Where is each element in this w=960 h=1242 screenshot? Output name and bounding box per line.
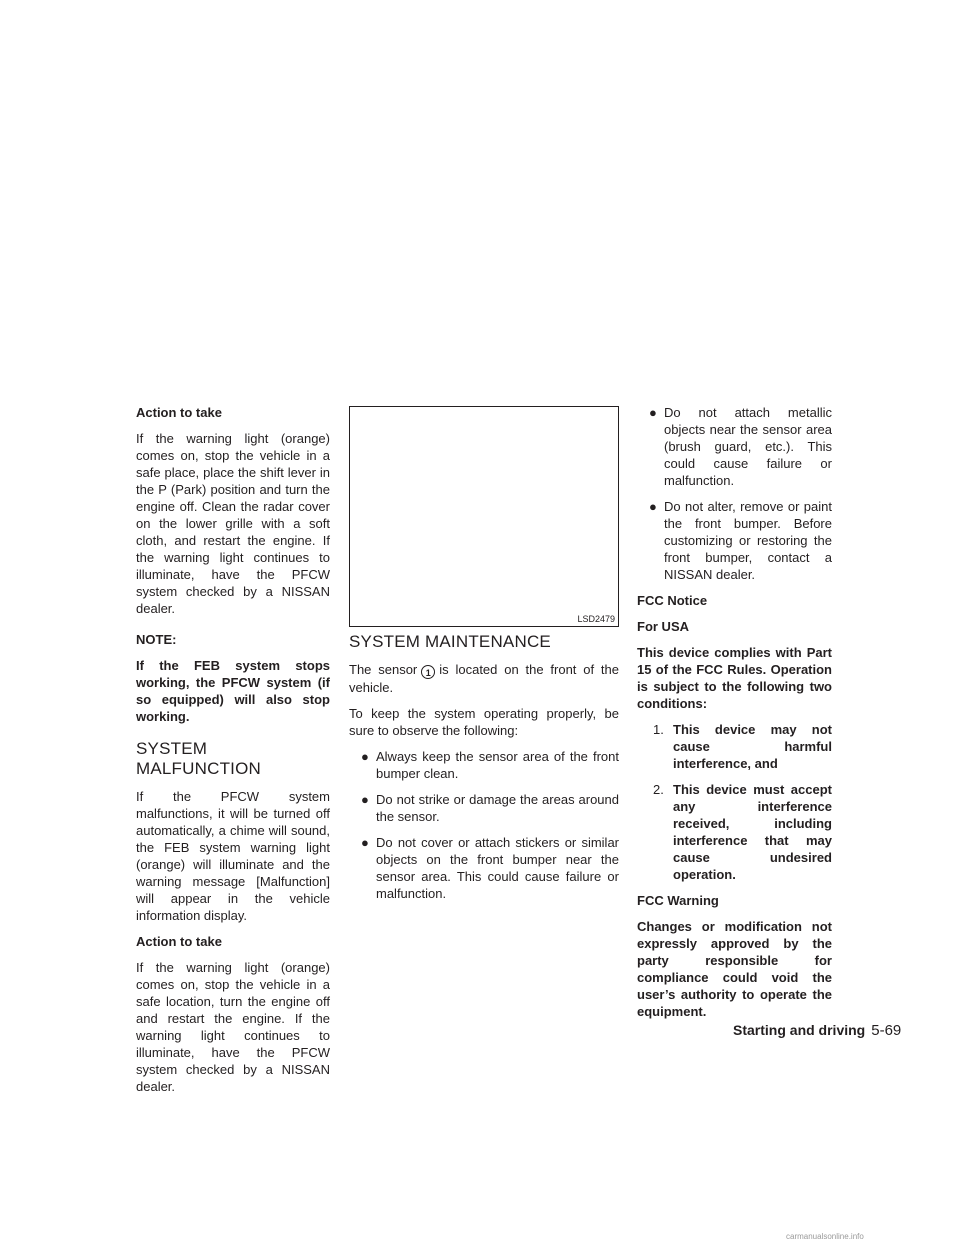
condition-text: This device must accept any interference received, including interference that may cause undesired operation. [673,782,832,882]
system-maintenance-heading: SYSTEM MAINTENANCE [349,632,551,651]
sensor-figure [349,406,619,627]
bullet-icon: ● [649,405,657,420]
sensor-text-before: The sensor [349,662,418,677]
middle-column [349,632,619,911]
section-title: Starting and driving [733,1022,866,1038]
bullet-text: Do not strike or damage the areas around the sensor. [376,792,619,824]
list-item [637,404,832,489]
malfunction-text: If the PFCW system malfunctions, it will be turned off automatically, a chime will sound, the FEB system warning light (orange) will illuminate and the warning message [Malfunction] will appear in the vehicle information display. [136,789,330,923]
watermark: carmanualsonline.info [786,1232,864,1241]
list-item [349,834,619,902]
right-column [637,404,832,1029]
list-item [349,791,619,825]
page-footer [733,1021,901,1040]
bullet-text: Do not cover or attach stickers or similar objects on the front bumper near the sensor area. This could cause failure or malfunction. [376,835,619,901]
bullet-icon: ● [361,749,369,764]
sensor-marker: 1 [421,665,435,679]
bullet-icon: ● [361,792,369,807]
bullet-text: Do not attach metallic objects near the sensor area (brush guard, etc.). This could cause failure or malfunction. [664,405,832,488]
sensor-text-after: is located on the front of the vehicle. [349,662,619,695]
bullet-text: Always keep the sensor area of the front bumper clean. [376,749,619,781]
note-text: If the FEB system stops working, the PFCW system (if so equipped) will also stop working. [136,658,330,724]
list-item [349,748,619,782]
action-heading-1: Action to take [136,405,222,420]
condition-item [637,781,832,883]
warning-text: Changes or modification not expressly approved by the party responsible for compliance could void the user’s authority to operate the equipment. [637,919,832,1019]
page-number: 5-69 [871,1022,902,1039]
figure-code: LSD2479 [577,614,615,624]
action-heading-2: Action to take [136,934,222,949]
action-text-2: If the warning light (orange) comes on, stop the vehicle in a safe location, turn the engine off and restart the engine. If the warning light continues to illuminate, have the PFCW system checked by a NISSAN dealer. [136,960,330,1094]
fcc-notice-heading: FCC Notice [637,593,708,608]
condition-item [637,721,832,772]
sensor-text [349,661,619,696]
note-heading: NOTE: [136,632,177,647]
bullet-text: Do not alter, remove or paint the front bumper. Before customizing or restoring the front bumper, contact a NISSAN dealer. [664,499,832,582]
fcc-warning-heading: FCC Warning [637,893,719,908]
condition-number: 1. [653,722,664,737]
observe-text: To keep the system operating properly, be sure to observe the following: [349,706,619,738]
compliance-text: This device complies with Part 15 of the FCC Rules. Operation is subject to the following two conditions: [637,645,832,711]
list-item [637,498,832,583]
action-text-1: If the warning light (orange) comes on, stop the vehicle in a safe place, place the shift lever in the P (Park) position and turn the engine off. Clean the radar cover on the lower grille with a soft cloth, and restart the engine. If the warning light continues to illuminate, have the PFCW system checked by a NISSAN dealer. [136,431,330,616]
bullet-icon: ● [649,499,657,514]
bullet-icon: ● [361,835,369,850]
condition-text: This device may not cause harmful interference, and [673,722,832,771]
for-usa-heading: For USA [637,619,689,634]
left-column [136,404,330,1104]
condition-number: 2. [653,782,664,797]
system-malfunction-heading: SYSTEM MALFUNCTION [136,739,261,778]
